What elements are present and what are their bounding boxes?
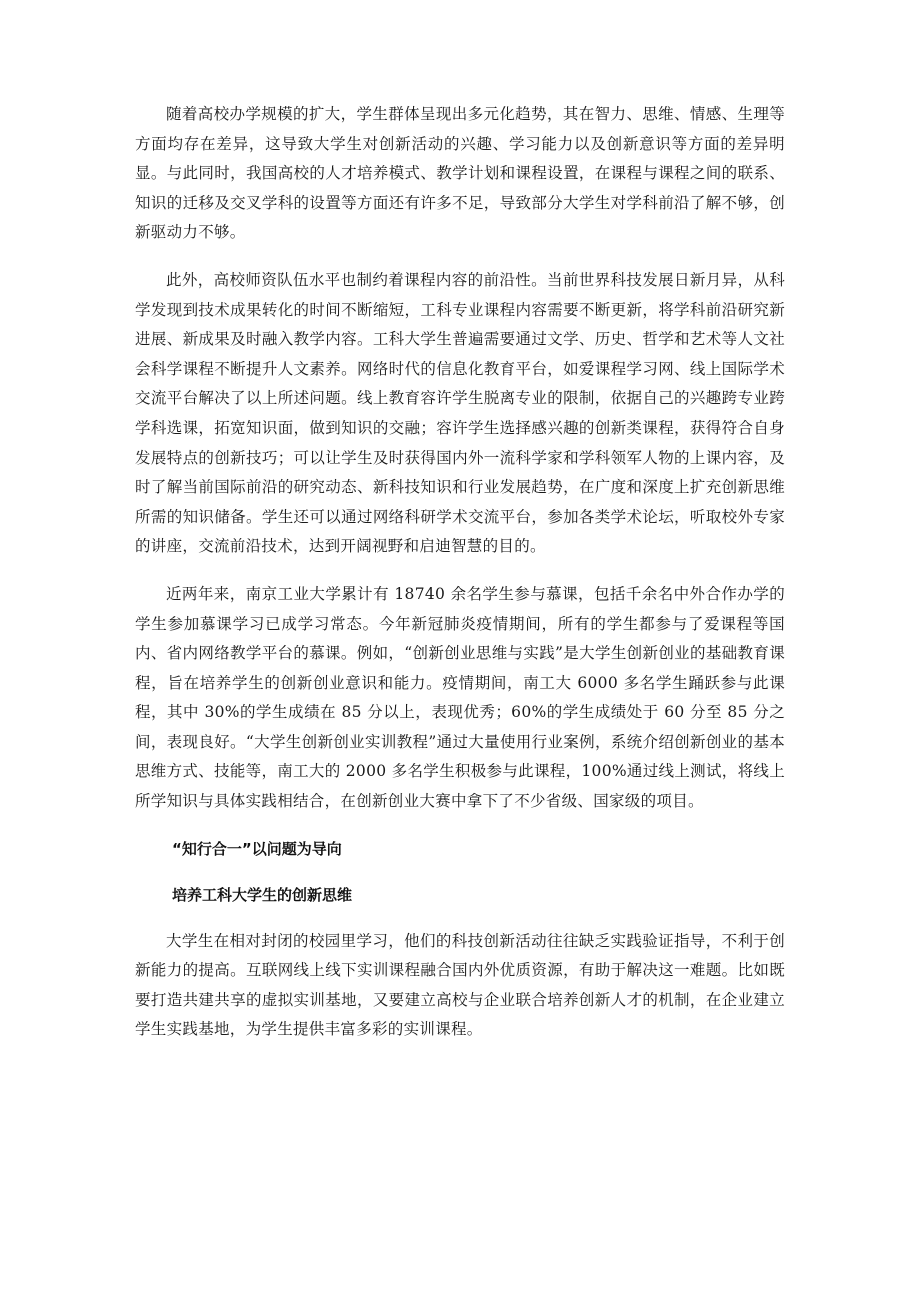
section-heading-2: 培养工科大学生的创新思维 bbox=[172, 885, 353, 904]
paragraph-4: 大学生在相对封闭的校园里学习，他们的科技创新活动往往缺乏实践验证指导，不利于创新能力的提高。互联网线上线下实训课程融合国内外优质资源，有助于解决这一难题。比如既要打造共建共享的虚拟实训基地，又要建立高校与企业联合培养创新人才的机制，在企业建立学生实践基地，为学生提供丰富多彩的实训课程。 bbox=[135, 931, 785, 1039]
paragraph-3: 近两年来，南京工业大学累计有 18740 余名学生参与慕课，包括千余名中外合作办学的学生参加慕课学习已成学习常态。今年新冠肺炎疫情期间，所有的学生都参与了爱课程等国内、省内网络教学平台的慕课。例如，“创新创业思维与实践”是大学生创新创业的基础教育课程，旨在培养学生的创新创业意识和能力。疫情期间，南工大 6000 多名学生踊跃参与此课程，其中 30%的学生成绩在 85 分以上，表现优秀；60%的学生成绩处于 60 分至 85 分之间，表现良好。“大学生创新创业实训教程”通过大量使用行业案例，系统介绍创新创业的基本思维方式、技能等，南工大的 2000 多名学生积极参与此课程，100%通过线上测试，将线上所学知识与具体实践相结合，在创新创业大赛中拿下了不少省级、国家级的项目。 bbox=[135, 584, 785, 811]
paragraph-1: 随着高校办学规模的扩大，学生群体呈现出多元化趋势，其在智力、思维、情感、生理等方面均存在差异，这导致大学生对创新活动的兴趣、学习能力以及创新意识等方面的差异明显。与此同时，我国高校的人才培养模式、教学计划和课程设置，在课程与课程之间的联系、知识的迁移及交叉学科的设置等方面还有许多不足，导致部分大学生对学科前沿了解不够，创新驱动力不够。 bbox=[135, 105, 785, 242]
section-heading-1: “知行合一”以问题为导向 bbox=[172, 839, 342, 858]
paragraph-2: 此外，高校师资队伍水平也制约着课程内容的前沿性。当前世界科技发展日新月异，从科学发现到技术成果转化的时间不断缩短，工科专业课程内容需要不断更新，将学科前沿研究新进展、新成果及时融入教学内容。工科大学生普遍需要通过文学、历史、哲学和艺术等人文社会科学课程不断提升人文素养。网络时代的信息化教育平台，如爱课程学习网、线上国际学术交流平台解决了以上所述问题。线上教育容许学生脱离专业的限制，依据自己的兴趣跨专业跨学科选课，拓宽知识面，做到知识的交融；容许学生选择感兴趣的创新类课程，获得符合自身发展特点的创新技巧；可以让学生及时获得国内外一流科学家和学科领军人物的上课内容，及时了解当前国际前沿的研究动态、新科技知识和行业发展趋势，在广度和深度上扩充创新思维所需的知识储备。学生还可以通过网络科研学术交流平台，参加各类学术论坛，听取校外专家的讲座，交流前沿技术，达到开阔视野和启迪智慧的目的。 bbox=[135, 270, 785, 556]
document-page bbox=[135, 100, 785, 1045]
